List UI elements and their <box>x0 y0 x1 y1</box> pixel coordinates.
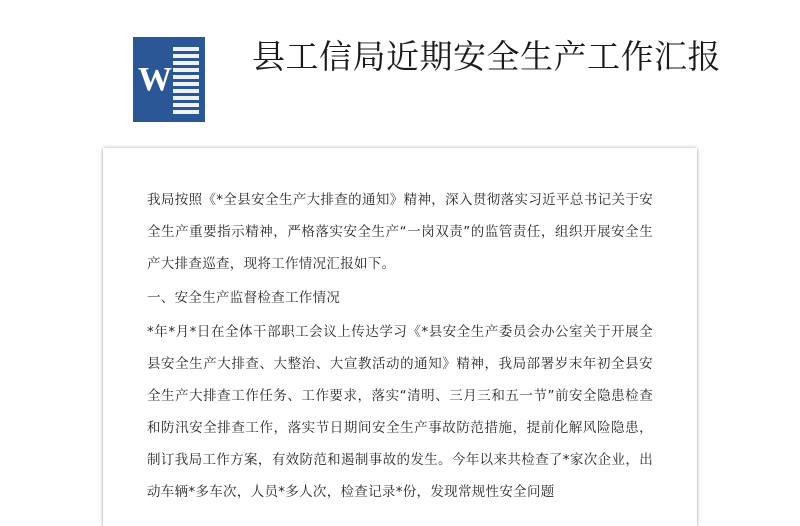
word-icon-lines <box>173 47 199 112</box>
word-icon-letter: W <box>138 61 172 98</box>
document-paragraph: 一、安全生产监督检查工作情况 <box>147 290 341 306</box>
document-paragraph: *年*月*日在全体干部职工会议上传达学习《*县安全生产委员会办公室关于开展全县安全生产大排查、大整治、大宣教活动的通知》精神，我局部署岁末年初全县安全生产大排查工作任务、工作要求，落实“清明、三月三和五一节”前安全隐患检查和防汛安全排查工作，落实节日期间安全生产事故防范措施，提前化解风险隐患，制订我局工作方案，有效防范和遏制事故的发生。今年以来共检查了*家次企业，出动车辆*多车次，人员*多人次，检查记录*份，发现常规性安全问题 <box>147 324 653 500</box>
document-sheet <box>103 148 697 526</box>
document-header <box>0 0 800 150</box>
page-title: 县工信局近期安全生产工作汇报 <box>252 37 721 76</box>
document-body <box>103 148 697 508</box>
word-icon-graphic <box>133 37 205 122</box>
document-paragraph: 我局按照《*全县安全生产大排查的通知》精神，深入贯彻落实习近平总书记关于安全生产重要指示精神，严格落实安全生产“一岗双责”的监管责任，组织开展安全生产大排查巡查，现将工作情况汇报如下。 <box>147 192 653 272</box>
word-document-icon <box>133 37 205 122</box>
